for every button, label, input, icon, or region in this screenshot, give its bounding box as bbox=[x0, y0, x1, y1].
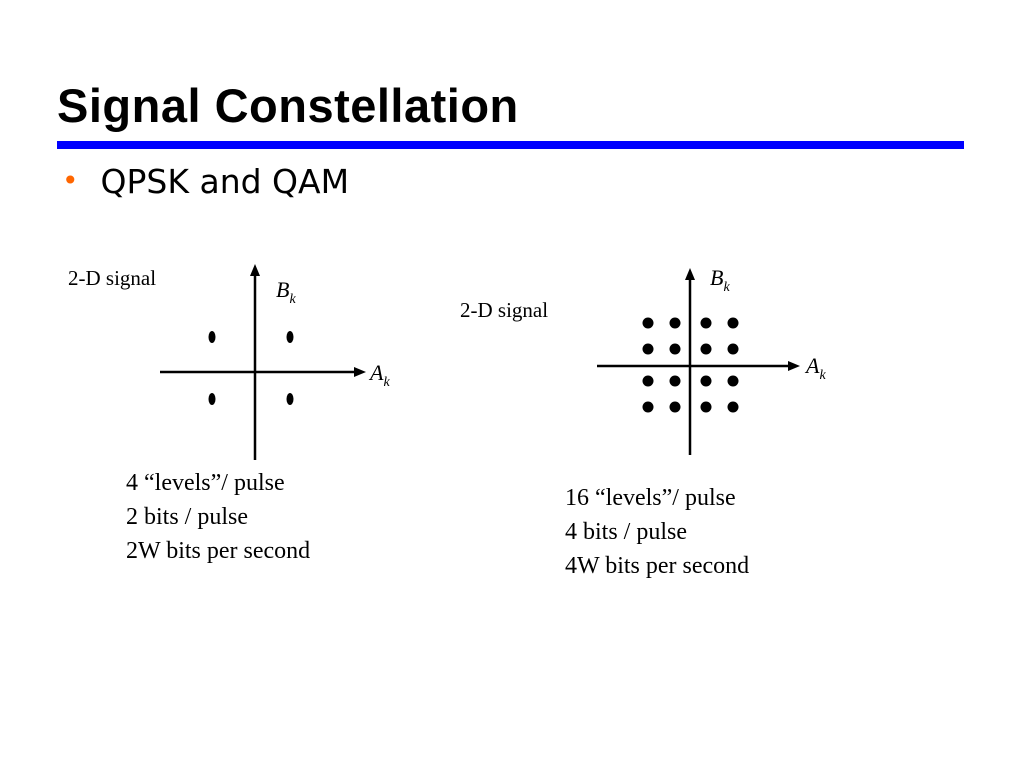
qam-point bbox=[701, 376, 712, 387]
qam-caption bbox=[565, 481, 749, 583]
qpsk-y-axis-label: $B_k$ bbox=[276, 277, 296, 307]
qam-point bbox=[670, 402, 681, 413]
qpsk-signal-label: 2-D signal bbox=[68, 266, 157, 290]
qam-point bbox=[643, 344, 654, 355]
qam-y-axis-arrow bbox=[685, 268, 695, 280]
qam-x-axis-label: $A_k$ bbox=[806, 353, 826, 383]
qam-caption-line: 4W bits per second bbox=[565, 553, 750, 579]
qam-point bbox=[670, 344, 681, 355]
qam-caption-line: 16 “levels”/ pulse bbox=[565, 485, 736, 511]
qam-point bbox=[643, 318, 654, 329]
qpsk-caption-line: 2 bits / pulse bbox=[126, 504, 249, 530]
qam-constellation bbox=[460, 265, 826, 455]
qpsk-points bbox=[209, 331, 294, 405]
qpsk-point bbox=[209, 393, 216, 405]
qpsk-point bbox=[287, 393, 294, 405]
qpsk-point bbox=[287, 331, 294, 343]
qpsk-y-axis-arrow bbox=[250, 264, 260, 276]
qpsk-caption-line: 4 “levels”/ pulse bbox=[126, 470, 285, 496]
qam-point bbox=[670, 376, 681, 387]
qam-point bbox=[728, 402, 739, 413]
qam-caption-line: 4 bits / pulse bbox=[565, 519, 688, 545]
qam-point bbox=[728, 376, 739, 387]
qam-point bbox=[701, 318, 712, 329]
bullet-text: QPSK and QAM bbox=[100, 162, 350, 201]
qpsk-x-axis-arrow bbox=[354, 367, 366, 377]
qam-signal-label: 2-D signal bbox=[460, 298, 549, 322]
slide-title: Signal Constellation bbox=[57, 79, 519, 132]
qam-point bbox=[670, 318, 681, 329]
qam-point bbox=[728, 344, 739, 355]
bullet-marker: • bbox=[62, 164, 79, 197]
qam-point bbox=[701, 344, 712, 355]
qam-point bbox=[643, 402, 654, 413]
qam-x-axis-arrow bbox=[788, 361, 800, 371]
qpsk-caption bbox=[126, 466, 310, 568]
qam-point bbox=[643, 376, 654, 387]
qam-point bbox=[701, 402, 712, 413]
qam-y-axis-label: $B_k$ bbox=[710, 265, 730, 295]
qpsk-caption-line: 2W bits per second bbox=[126, 538, 311, 564]
qpsk-point bbox=[209, 331, 216, 343]
qam-point bbox=[728, 318, 739, 329]
qpsk-constellation bbox=[68, 264, 390, 460]
qpsk-x-axis-label: $A_k$ bbox=[370, 360, 390, 390]
